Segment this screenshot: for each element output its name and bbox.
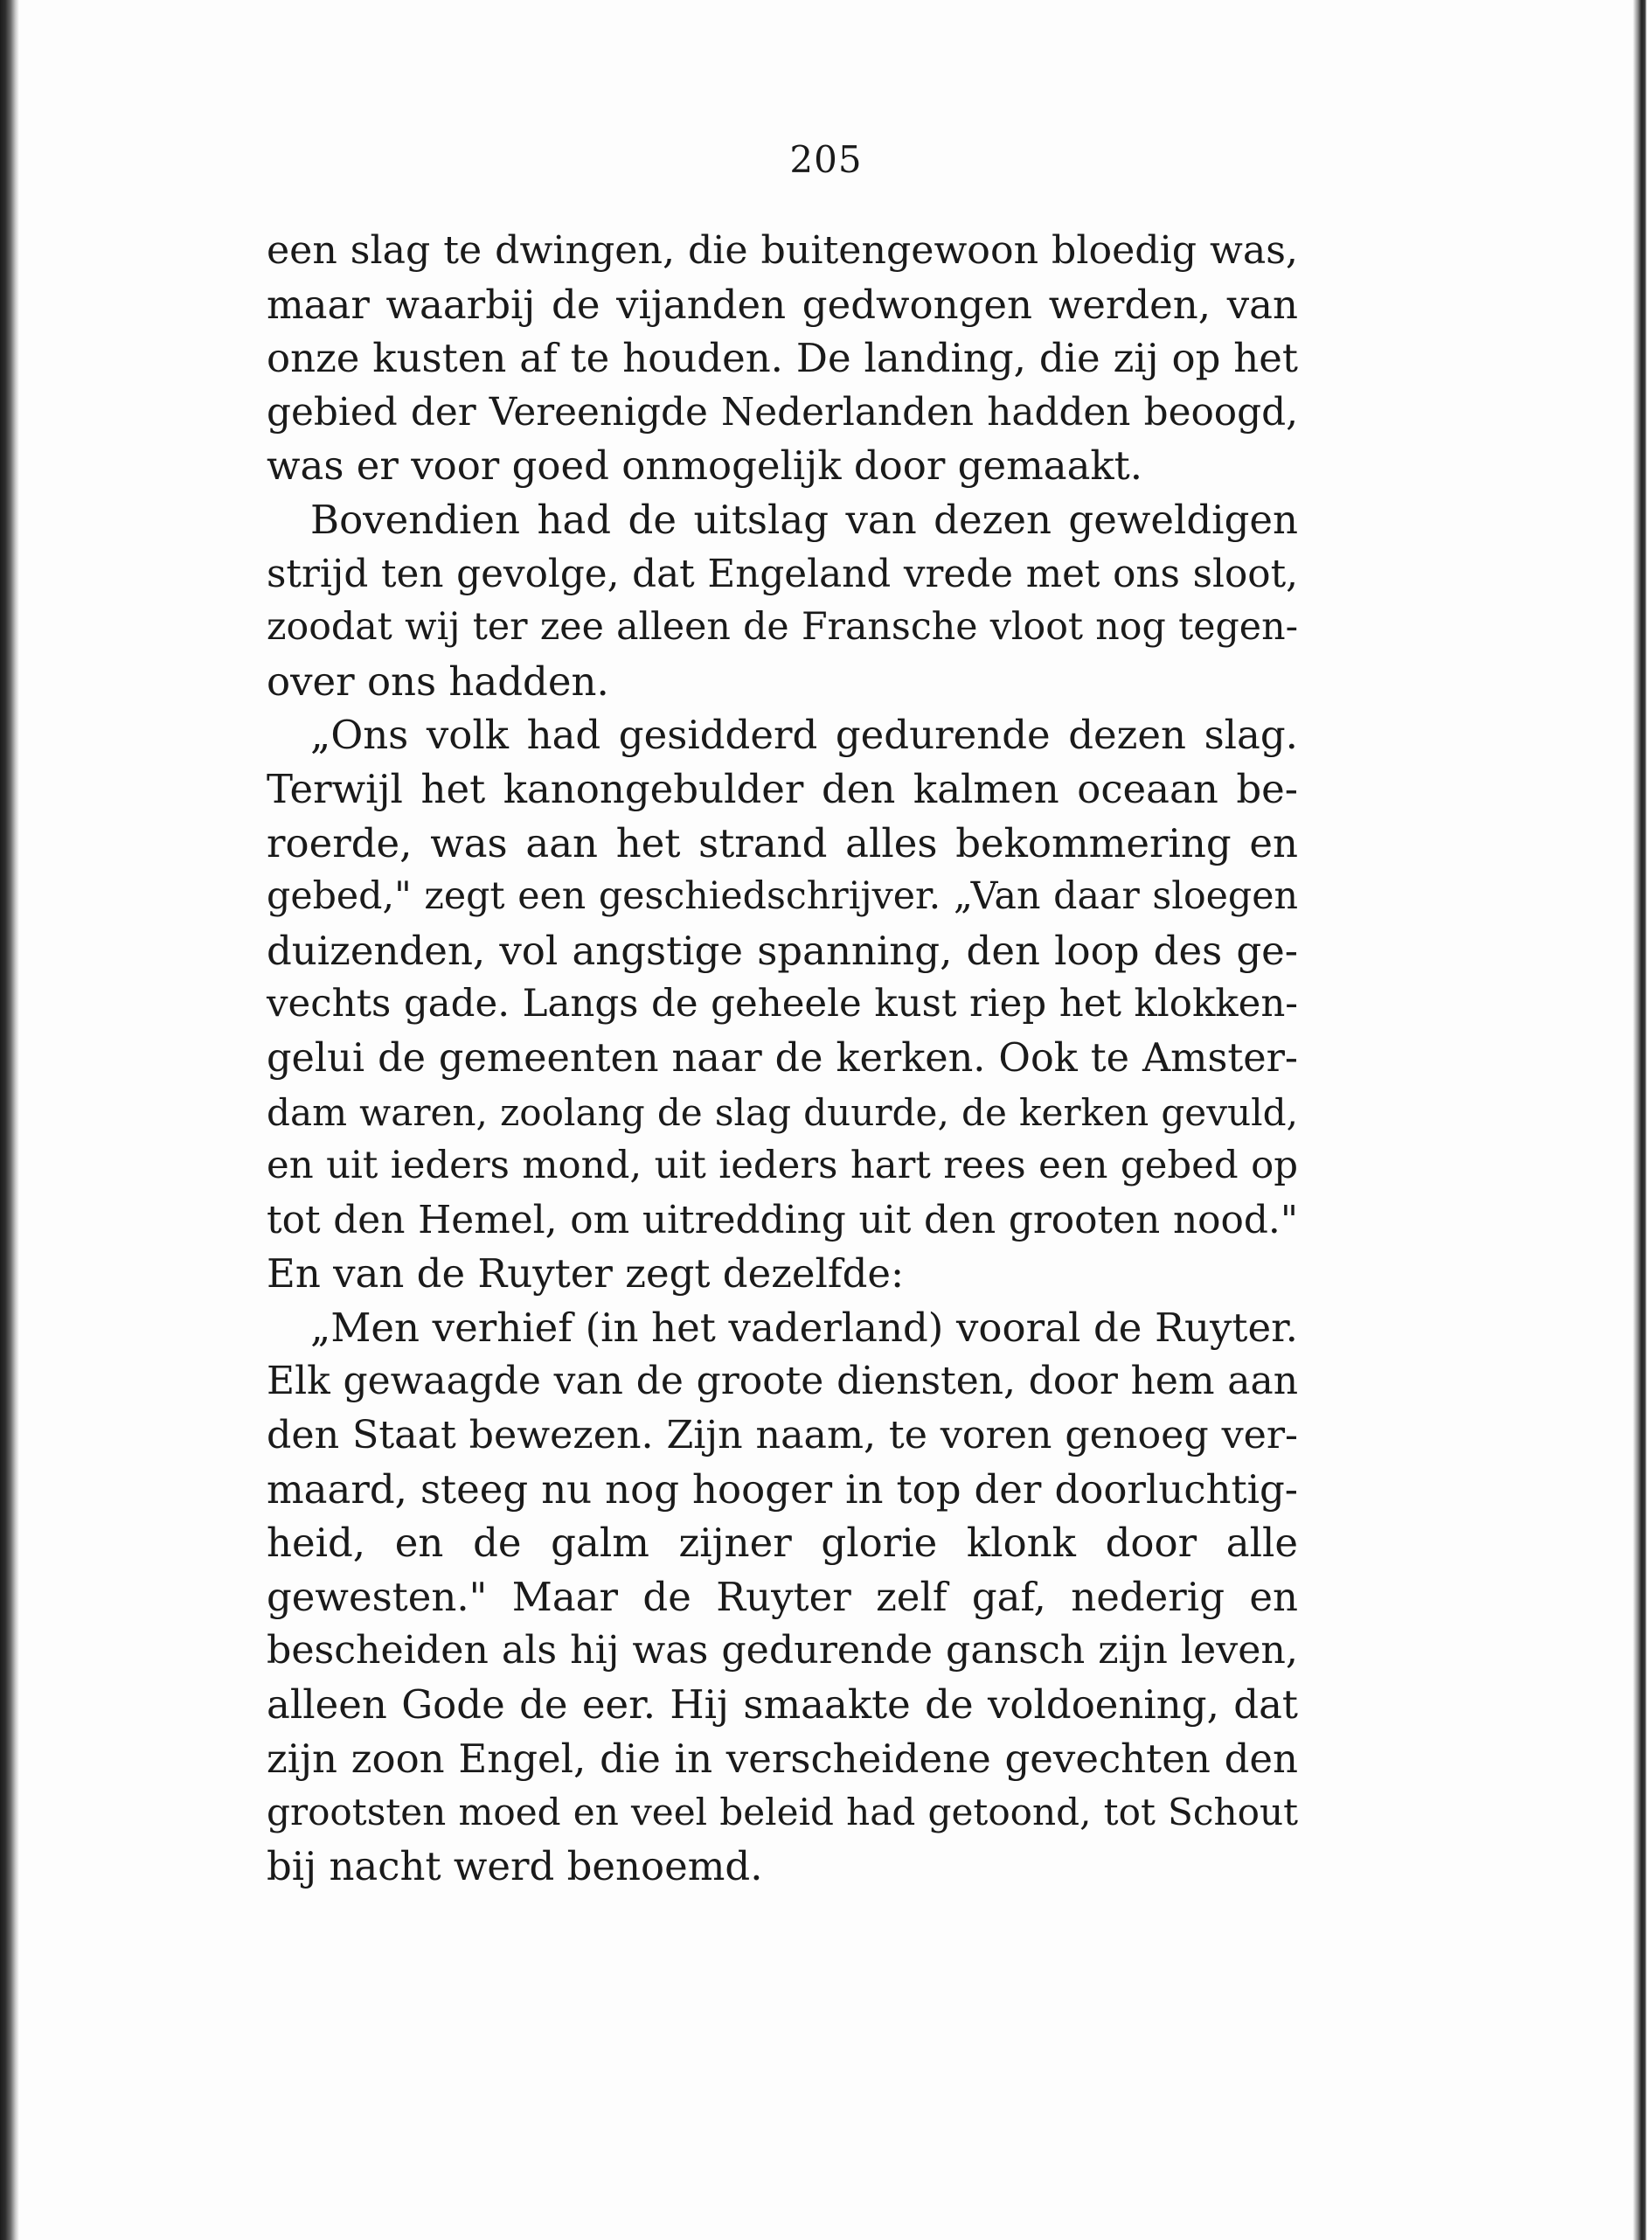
text-line: „Ons volk had gesidderd gedurende dezen slag. [310,712,1298,759]
text-line: dam waren, zoolang de slag duurde, de kerken gevuld, [267,1090,1298,1134]
text-line: Elk gewaagde van de groote diensten, door hem aan [267,1359,1298,1404]
text-line: duizenden, vol angstige spanning, den loop des ge- [267,927,1298,974]
text-line: heid, en de galm zijner glorie klonk door alle [267,1520,1298,1567]
text-line: roerde, was aan het strand alles bekommering en [267,819,1298,866]
text-line: gewesten." Maar de Ruyter zelf gaf, nederig en [267,1573,1298,1620]
text-line: gebed," zegt een geschiedschrijver. „Van daar sloegen [267,874,1298,919]
text-line: bescheiden als hij was gedurende gansch zijn leven, [267,1628,1298,1673]
page-number: 205 [789,138,863,181]
text-line: den Staat bewezen. Zijn naam, te voren genoeg ver- [267,1413,1298,1458]
text-line: gelui de gemeenten naar de kerken. Ook te Amster- [267,1034,1298,1081]
text-line: alleen Gode de eer. Hij smaakte de voldoening, dat [267,1681,1298,1729]
text-line: gebied der Vereenigde Nederlanden hadden beoogd, [267,389,1298,435]
text-line: „Men verhief (in het vaderland) vooral de Ruyter. [310,1304,1298,1351]
text-line: maar waarbij de vijanden gedwongen werden, van [267,281,1298,328]
text-line: Terwijl het kanongebulder den kalmen oceaan be- [267,765,1298,812]
binding-shadow-left [0,0,19,2240]
text-line: tot den Hemel, om uitredding uit den grooten nood." [267,1197,1298,1242]
text-line: vechts gade. Langs de geheele kust riep het klokken- [267,982,1298,1026]
text-line: over ons hadden. [267,657,609,705]
body-text [267,224,1298,1893]
text-line: maard, steeg nu nog hooger in top der doorluchtig- [267,1465,1298,1513]
text-line: En van de Ruyter zegt dezelfde: [267,1250,905,1297]
text-line: Bovendien had de uitslag van dezen geweldigen [310,496,1298,543]
text-line: en uit ieders mond, uit ieders hart rees een gebed op [267,1144,1298,1188]
text-line: strijd ten gevolge, dat Engeland vrede met ons sloot, [267,551,1298,596]
text-line: was er voor goed onmogelijk door gemaakt. [267,442,1143,490]
page-edge-right [1633,0,1652,2240]
text-line: zijn zoon Engel, die in verscheidene gevechten den [267,1735,1298,1782]
text-line: zoodat wij ter zee alleen de Fransche vloot nog tegen- [267,605,1298,650]
text-line: grootsten moed en veel beleid had getoond, tot Schout [267,1791,1298,1834]
text-line: bij nacht werd benoemd. [267,1842,763,1889]
text-line: een slag te dwingen, die buitengewoon bloedig was, [267,228,1298,273]
text-line: onze kusten af te houden. De landing, die zij op het [267,335,1298,382]
